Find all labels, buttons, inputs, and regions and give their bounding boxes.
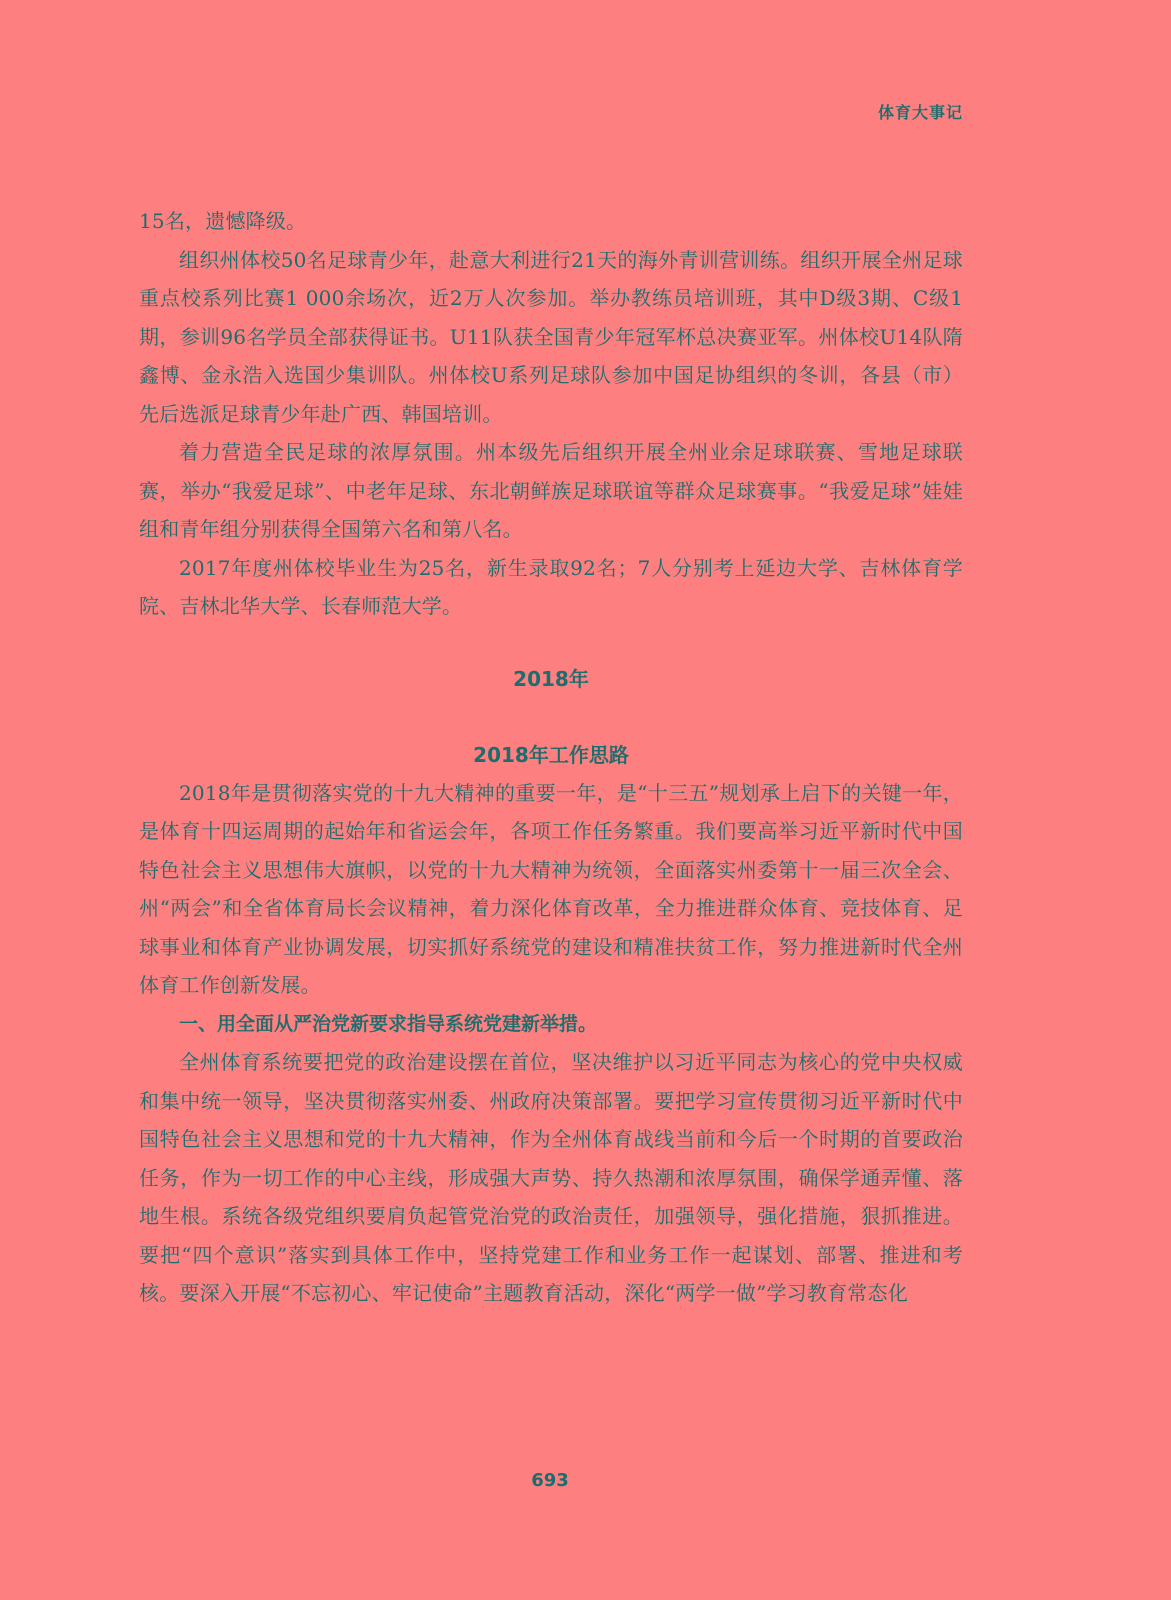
paragraph-graduates: 2017年度州体校毕业生为25名，新生录取92名；7人分别考上延边大学、吉林体育学院、吉林北华大学、长春师范大学。 [139, 555, 963, 618]
page-number: 693 [531, 1470, 569, 1491]
paragraph-party-building: 全州体育系统要把党的政治建设摆在首位，坚决维护以习近平同志为核心的党中央权威和集中统一领导，坚决贯彻落实州委、州政府决策部署。要把学习宣传贯彻习近平新时代中国特色社会主义思想和党的十九大精神，作为全州体育战线当前和今后一个时期的首要政治任务，作为一切工作的中心主线，形成强大声势、持久热潮和浓厚氛围，确保学通弄懂、落地生根。系统各级党组织要肩负起管党治党的政治责任，加强领导，强化措施，狠抓推进。要把“四个意识”落实到具体工作中，坚持党建工作和业务工作一起谋划、部署、推进和考核。要深入开展“不忘初心、牢记使命”主题教育活动，深化“两学一做”学习教育常态化 [139, 1050, 963, 1305]
running-header-title: 体育大事记 [877, 103, 963, 122]
continuation-text: 15名，遗憾降级。 [139, 209, 307, 233]
paragraph-mass-football: 着力营造全民足球的浓厚氛围。州本级先后组织开展全州业余足球联赛、雪地足球联赛，举办“我爱足球”、中老年足球、东北朝鲜族足球联谊等群众足球赛事。“我爱足球”娃娃组和青年组分别获得全国第六名和第八名。 [139, 440, 963, 541]
subheading-party-building: 一、用全面从严治党新要求指导系统党建新举措。 [179, 1012, 598, 1035]
page-content [139, 202, 963, 1313]
section-heading: 2018年工作思路 [473, 742, 629, 767]
paragraph-work-plan-intro: 2018年是贯彻落实党的十九大精神的重要一年，是“十三五”规划承上启下的关键一年，是体育十四运周期的起始年和省运会年，各项工作任务繁重。我们要高举习近平新时代中国特色社会主义思想伟大旗帜，以党的十九大精神为统领，全面落实州委第十一届三次全会、州“两会”和全省体育局长会议精神，着力深化体育改革，全力推进群众体育、竞技体育、足球事业和体育产业协调发展，切实抓好系统党的建设和精准扶贫工作，努力推进新时代全州体育工作创新发展。 [139, 780, 963, 997]
paragraph-youth-football-training: 组织州体校50名足球青少年，赴意大利进行21天的海外青训营训练。组织开展全州足球重点校系列比赛1 000余场次，近2万人次参加。举办教练员培训班，其中D级3期、C级1期，参训96名学员全部获得证书。U11队获全国青少年冠军杯总决赛亚军。州体校U14队隋鑫博、金永浩入选国少集训队。州体校U系列足球队参加中国足协组织的冬训，各县（市）先后选派足球青少年赴广西、韩国培训。 [139, 247, 963, 426]
year-heading: 2018年 [513, 666, 589, 691]
